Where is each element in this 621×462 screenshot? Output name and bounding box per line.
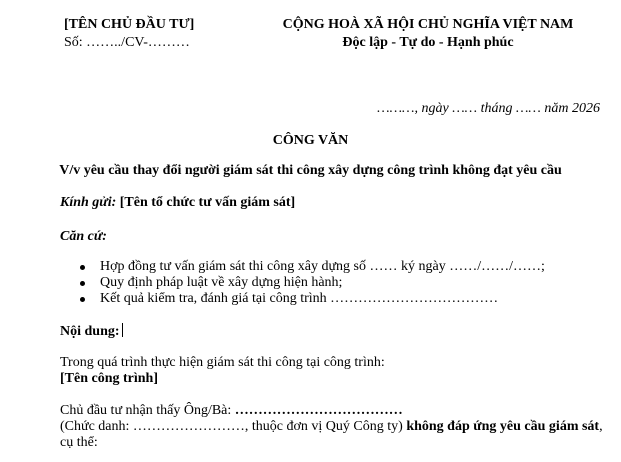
project-name: [Tên công trình]: [60, 371, 158, 386]
bullet-icon: [80, 281, 85, 286]
date-line: ………, ngày …… tháng …… năm 2026: [377, 101, 600, 116]
content-paragraph: Trong quá trình thực hiện giám sát thi công tại công trình:: [60, 355, 385, 370]
document-title: CÔNG VĂN: [272, 133, 349, 148]
basis-item: Hợp đồng tư vấn giám sát thi công xây dựng số …… ký ngày ……/……/……;: [100, 259, 545, 274]
content-heading-line: [60, 323, 123, 340]
basis-item: Kết quả kiểm tra, đánh giá tại công trình ………………………………: [100, 291, 499, 306]
owner-line-prefix: Chủ đầu tư nhận thấy Ông/Bà:: [60, 403, 235, 418]
recipient-prefix: Kính gửi:: [60, 195, 117, 210]
investor-name: [TÊN CHỦ ĐẦU TƯ]: [64, 17, 195, 32]
document-number: Số: ……../CV-………: [64, 35, 190, 50]
text-cursor: [122, 323, 123, 337]
national-motto: Độc lập - Tự do - Hạnh phúc: [342, 35, 514, 50]
recipient-line: [60, 195, 295, 211]
content-heading: Nội dung:: [60, 324, 120, 339]
owner-line: [60, 403, 403, 419]
recipient-value: [Tên tổ chức tư vấn giám sát]: [119, 195, 296, 210]
details-line: cụ thể:: [60, 435, 98, 450]
title-line-suffix: ,: [599, 419, 603, 434]
country-name: CỘNG HOÀ XÃ HỘI CHỦ NGHĨA VIỆT NAM: [282, 17, 574, 32]
bullet-icon: [80, 297, 85, 302]
basis-item: Quy định pháp luật về xây dựng hiện hành;: [100, 275, 343, 290]
title-line-bold: không đáp ứng yêu cầu giám sát: [406, 419, 600, 434]
basis-heading: Căn cứ:: [60, 229, 107, 244]
subject-line: V/v yêu cầu thay đổi người giám sát thi công xây dựng công trình không đạt yêu cầu: [59, 163, 562, 178]
title-line: [60, 419, 603, 435]
title-line-prefix: (Chức danh: ……………………, thuộc đơn vị Quý Công ty): [60, 419, 407, 434]
bullet-icon: [80, 265, 85, 270]
owner-line-dots: ………………………………: [234, 403, 403, 418]
